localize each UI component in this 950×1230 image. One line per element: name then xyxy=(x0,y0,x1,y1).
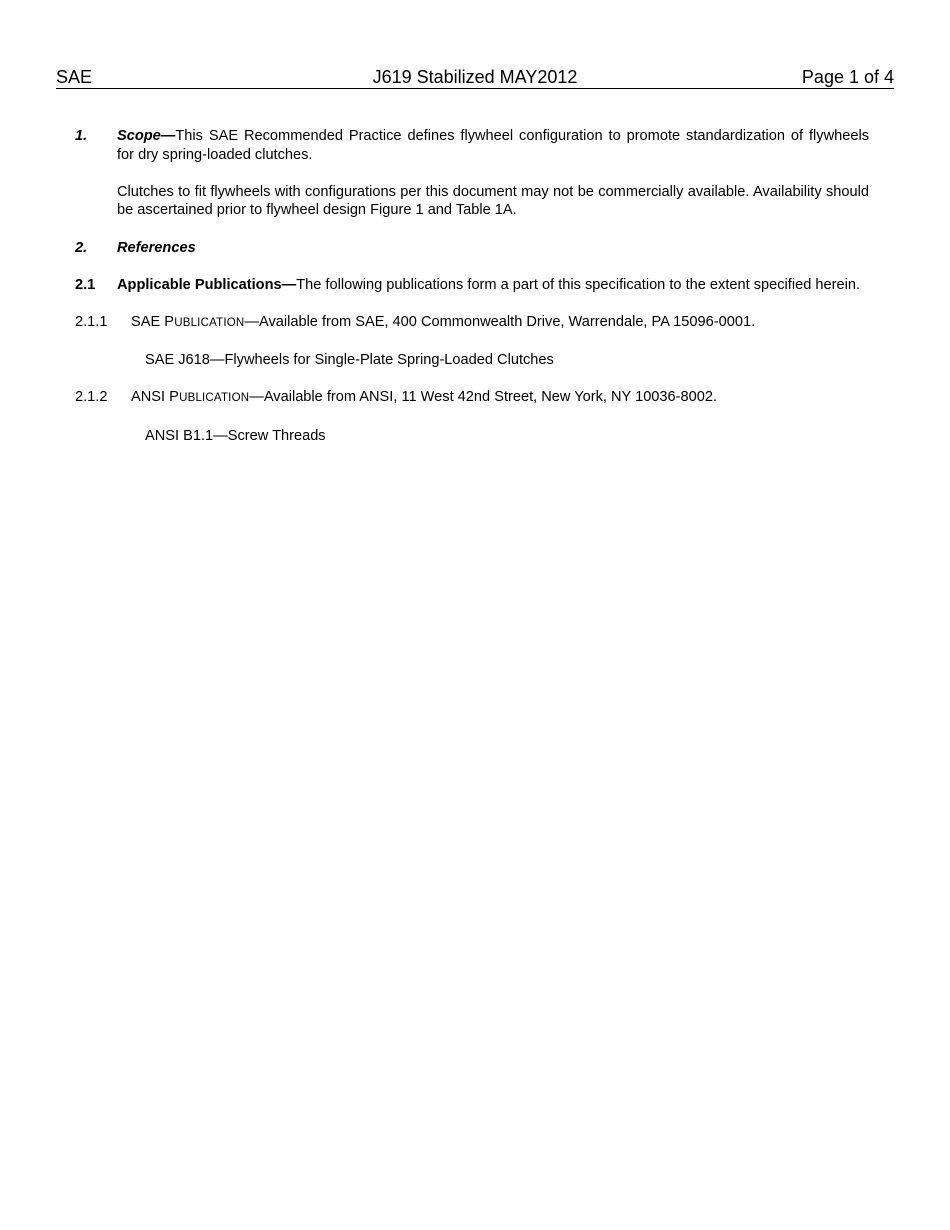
section-paragraph xyxy=(117,276,869,295)
publication-org: SAE xyxy=(131,313,165,330)
section-title: Applicable Publications— xyxy=(117,276,297,293)
section-number: 2.1 xyxy=(75,276,96,293)
section-paragraph xyxy=(117,127,869,164)
section-scope xyxy=(75,127,869,164)
section-sae-publication xyxy=(75,313,869,333)
scope-paragraph-2: Clutches to fit flywheels with configurations per this document may not be commercially available. Availability should be ascertained prior to flywheel design Figure 1 and Table 1A. xyxy=(117,183,869,219)
publication-label: PUBLICATION xyxy=(164,313,245,330)
section-ansi-publication xyxy=(75,388,869,408)
page-header xyxy=(56,67,894,89)
header-org: SAE xyxy=(56,67,93,87)
section-text: —Available from ANSI, 11 West 42nd Street, New York, NY 10036-8002. xyxy=(249,389,718,406)
document-body xyxy=(75,127,869,445)
section-text: —Available from SAE, 400 Commonwealth Drive, Warrendale, PA 15096-0001. xyxy=(244,313,756,330)
section-title: References xyxy=(117,239,196,256)
header-document-id: J619 Stabilized MAY2012 xyxy=(372,67,578,87)
section-paragraph xyxy=(131,313,869,333)
publication-org: ANSI xyxy=(131,389,170,406)
section-number: 2. xyxy=(75,239,88,256)
section-paragraph xyxy=(131,388,869,408)
publication-label: PUBLICATION xyxy=(169,389,250,406)
section-applicable-publications xyxy=(75,276,869,295)
section-title: Scope— xyxy=(117,128,176,144)
section-text: The following publications form a part of this specification to the extent specified herein. xyxy=(296,276,861,293)
reference-sae-j618: SAE J618—Flywheels for Single-Plate Spring-Loaded Clutches xyxy=(145,352,554,369)
section-number: 1. xyxy=(75,128,88,144)
section-number: 2.1.1 xyxy=(75,313,108,330)
header-page-number: Page 1 of 4 xyxy=(801,67,894,87)
section-references xyxy=(75,239,869,258)
reference-ansi-b1-1: ANSI B1.1—Screw Threads xyxy=(145,427,326,444)
section-number: 2.1.2 xyxy=(75,389,108,406)
section-text: This SAE Recommended Practice defines flywheel configuration to promote standardization of flywheels for dry spring-loaded clutches. xyxy=(117,128,869,163)
